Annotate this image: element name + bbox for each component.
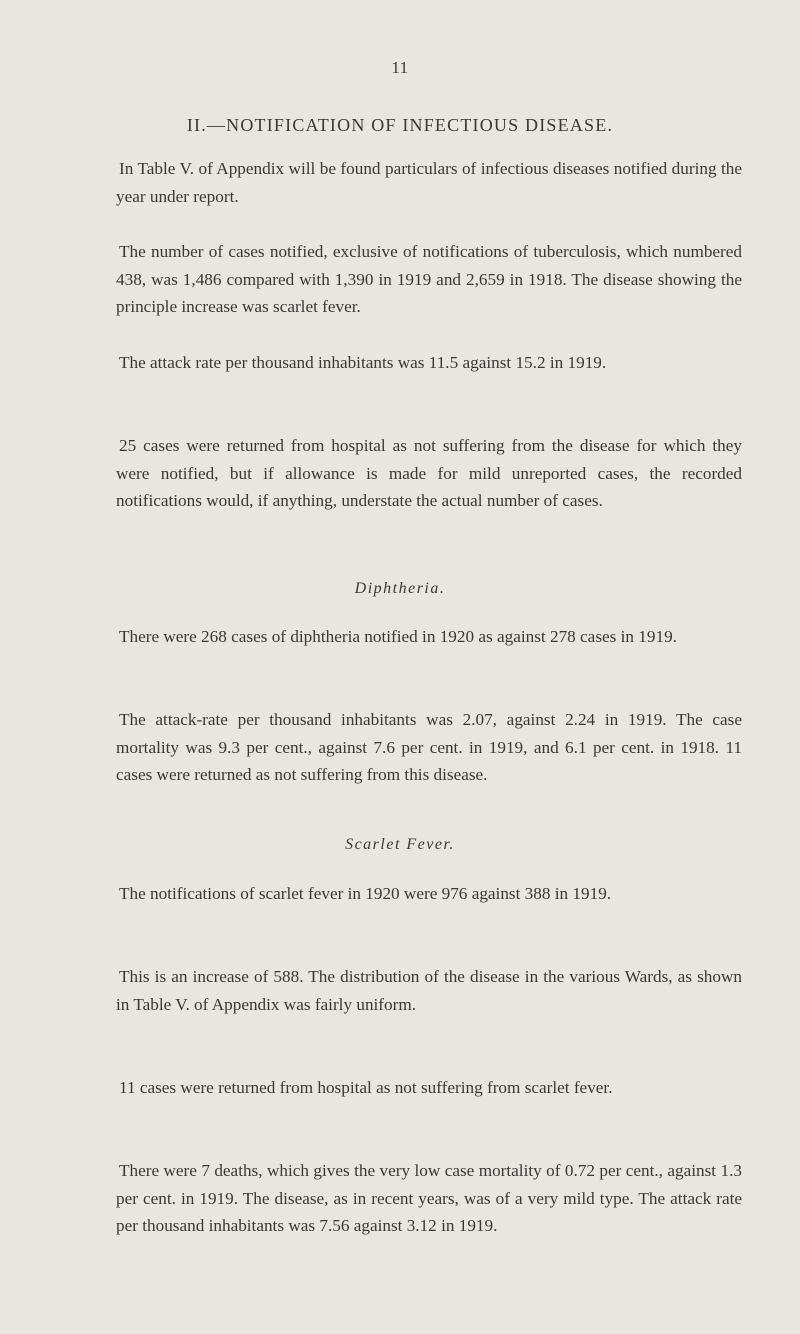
paragraph-attack-rate: The attack rate per thousand inhabitants was 11.5 against 15.2 in 1919. <box>119 353 607 372</box>
scarlet-fever-paragraph-deaths: There were 7 deaths, which gives the very low case mortality of 0.72 per cent., against 1.3 per cent. in 1919. The disease, as in recent years, was of a very mild type. The attack rate per thousand inhabitants was 7.56 against 3.12 in 1919. <box>116 1161 742 1235</box>
paragraph-intro: In Table V. of Appendix will be found particulars of infectious diseases notified during the year under report. <box>116 159 742 206</box>
scarlet-fever-subheading: Scarlet Fever. <box>345 836 455 853</box>
diphtheria-paragraph-rates: The attack-rate per thousand inhabitants was 2.07, against 2.24 in 1919. The case mortality was 9.3 per cent., against 7.6 per cent. in 1919, and 6.1 per cent. in 1918. 11 cases were returned as not suffering from this disease. <box>116 710 742 784</box>
diphtheria-paragraph-cases: There were 268 cases of diphtheria notified in 1920 as against 278 cases in 1919. <box>119 627 677 646</box>
page-number: 11 <box>391 58 409 77</box>
diphtheria-subheading: Diphtheria. <box>354 580 446 597</box>
paragraph-returned-cases: 25 cases were returned from hospital as not suffering from the disease for which they were notified, but if allowance is made for mild unreported cases, the recorded notifications would, if anything, understate the actual number of cases. <box>116 436 742 510</box>
section-heading: II.—NOTIFICATION OF INFECTIOUS DISEASE. <box>186 115 614 135</box>
paragraph-cases-notified: The number of cases notified, exclusive of notifications of tuberculosis, which numbered 438, was 1,486 compared with 1,390 in 1919 and 2,659 in 1918. The disease showing the principle increase was scarlet fever. <box>116 242 742 316</box>
scarlet-fever-paragraph-returned: 11 cases were returned from hospital as not suffering from scarlet fever. <box>119 1078 613 1097</box>
scarlet-fever-paragraph-increase: This is an increase of 588. The distribution of the disease in the various Wards, as shown in Table V. of Appendix was fairly uniform. <box>116 967 742 1014</box>
scarlet-fever-paragraph-notifications: The notifications of scarlet fever in 1920 were 976 against 388 in 1919. <box>119 884 612 903</box>
